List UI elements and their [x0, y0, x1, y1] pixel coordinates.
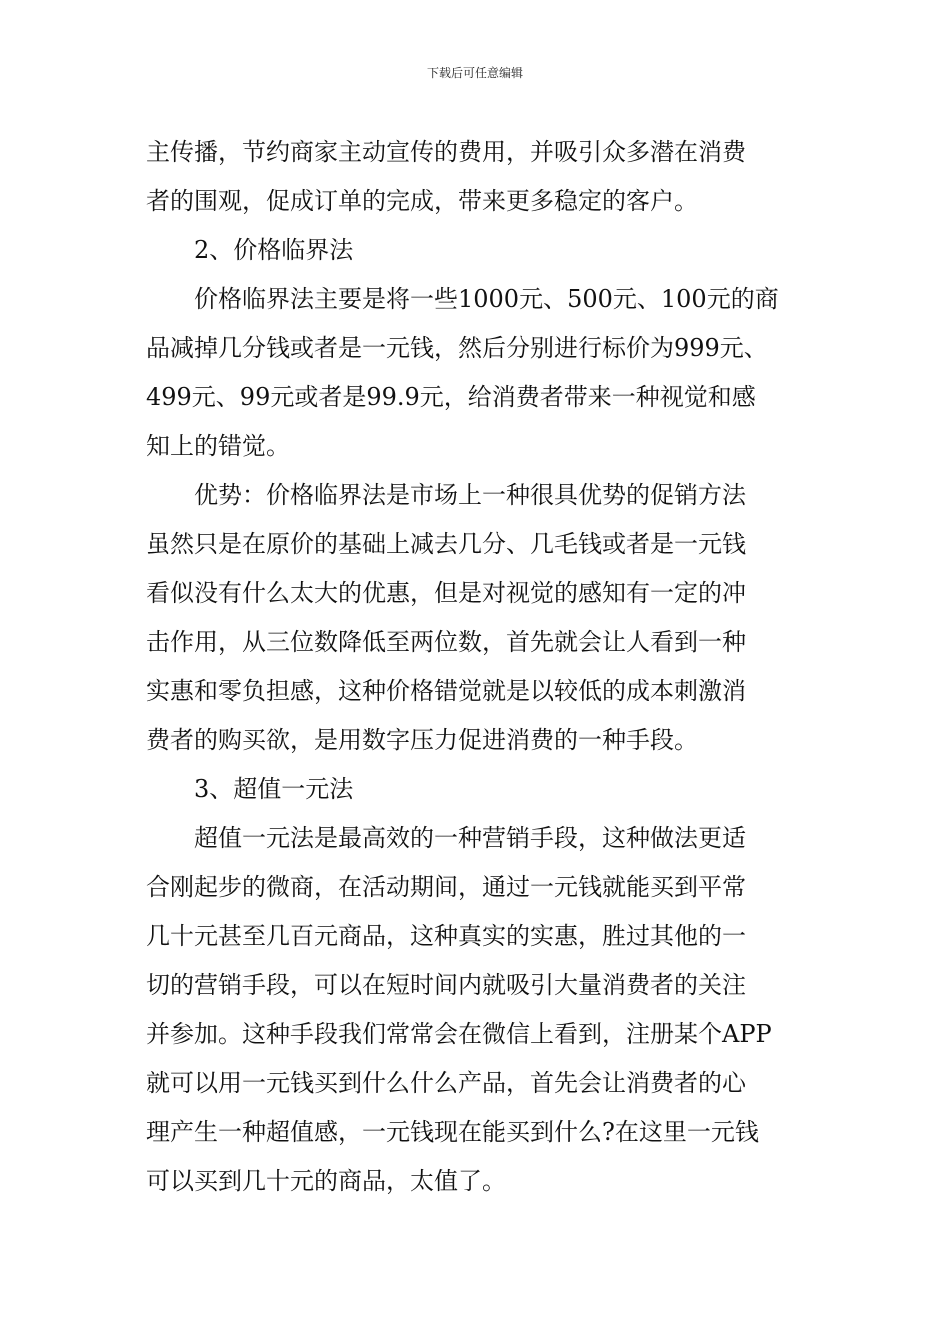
text-line: 就可以用一元钱买到什么什么产品，首先会让消费者的心 [146, 1069, 746, 1097]
text-line: 者的围观，促成订单的完成，带来更多稳定的客户。 [146, 187, 698, 215]
text-line: 实惠和零负担感，这种价格错觉就是以较低的成本刺激消 [146, 677, 746, 705]
text-line: 击作用，从三位数降低至两位数，首先就会让人看到一种 [146, 628, 746, 656]
text-line: 并参加。这种手段我们常常会在微信上看到，注册某个APP [146, 1020, 772, 1048]
text-line: 几十元甚至几百元商品，这种真实的实惠，胜过其他的一 [146, 922, 746, 950]
text-line: 费者的购买欲，是用数字压力促进消费的一种手段。 [146, 726, 698, 754]
text-line: 虽然只是在原价的基础上减去几分、几毛钱或者是一元钱 [146, 530, 746, 558]
text-line: 合刚起步的微商，在活动期间，通过一元钱就能买到平常 [146, 873, 746, 901]
text-line: 知上的错觉。 [146, 432, 290, 460]
text-line: 切的营销手段，可以在短时间内就吸引大量消费者的关注 [146, 971, 746, 999]
section-heading-price-threshold: 2、价格临界法 [194, 236, 354, 264]
text-line: 可以买到几十元的商品，太值了。 [146, 1167, 506, 1195]
section-heading-one-yuan: 3、超值一元法 [194, 775, 354, 803]
text-line: 优势：价格临界法是市场上一种很具优势的促销方法 [194, 481, 746, 509]
text-line: 超值一元法是最高效的一种营销手段，这种做法更适 [194, 824, 746, 852]
page-header: 下载后可任意编辑 [426, 66, 523, 80]
text-line: 看似没有什么太大的优惠，但是对视觉的感知有一定的冲 [146, 579, 746, 607]
text-line: 价格临界法主要是将一些1000元、500元、100元的商 [194, 285, 779, 313]
text-line: 499元、99元或者是99.9元，给消费者带来一种视觉和感 [146, 383, 756, 411]
text-line: 主传播，节约商家主动宣传的费用，并吸引众多潜在消费 [146, 138, 746, 166]
text-line: 品减掉几分钱或者是一元钱，然后分别进行标价为999元、 [146, 334, 768, 362]
document-body [146, 128, 806, 1206]
text-line: 理产生一种超值感，一元钱现在能买到什么?在这里一元钱 [146, 1118, 759, 1146]
